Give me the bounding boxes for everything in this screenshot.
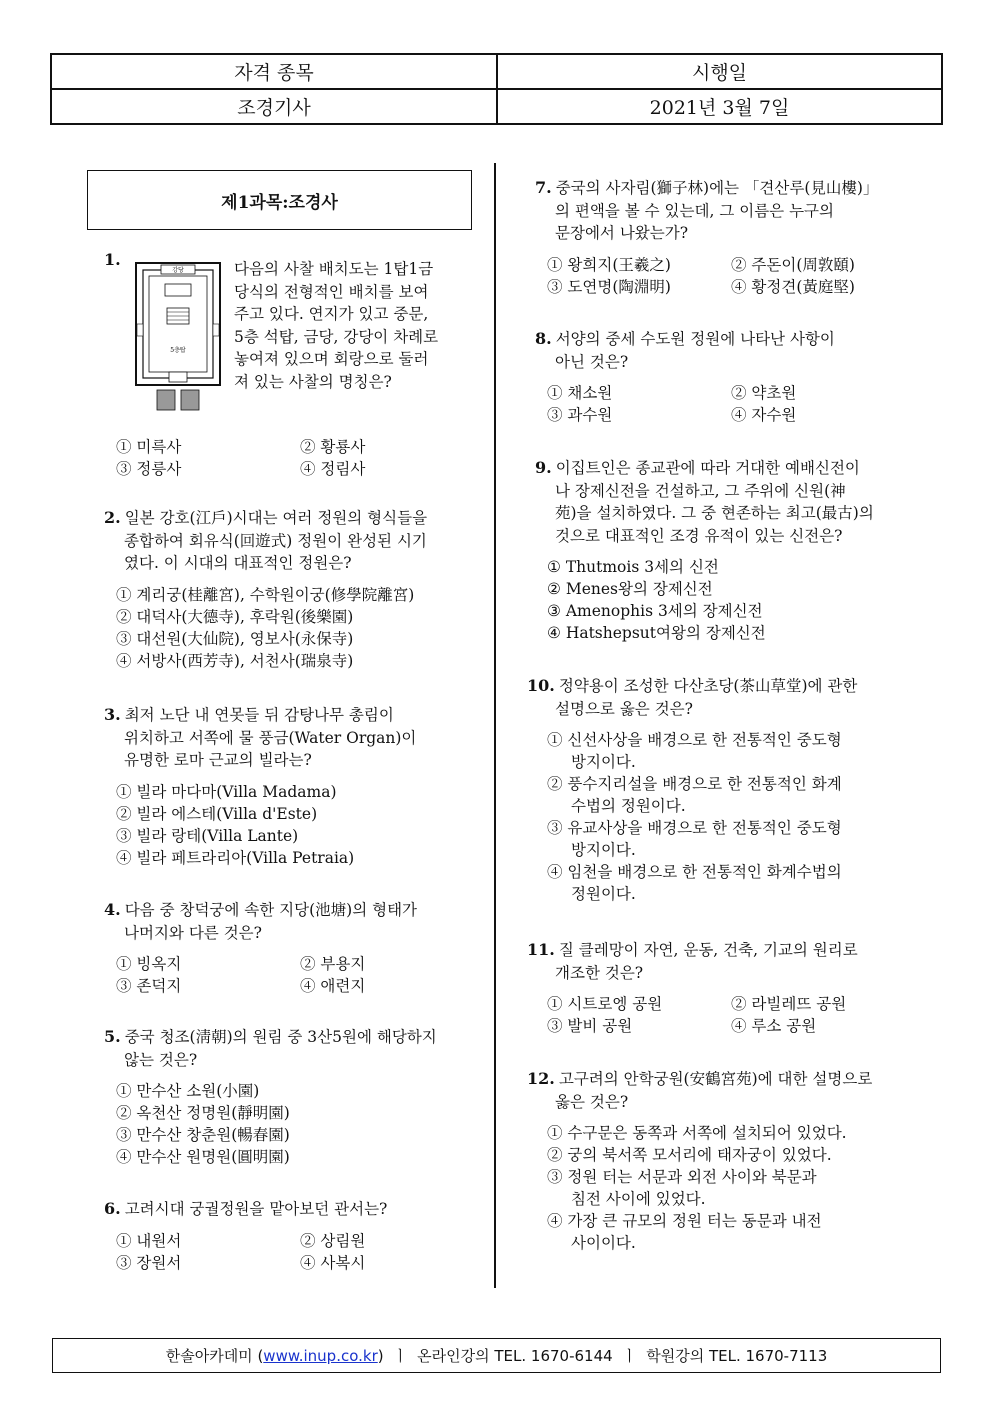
option[interactable]: ③ 과수원 <box>547 406 613 424</box>
option-line: 침전 사이에 있었다. <box>571 1190 706 1208</box>
hall-label: 강당 <box>172 267 184 274</box>
option-line: ① 수구문은 동쪽과 서쪽에 설치되어 있었다. <box>547 1124 847 1142</box>
question-number: 12. <box>527 1069 555 1088</box>
option[interactable]: ① 왕희지(王羲之) <box>547 255 671 274</box>
option[interactable] <box>547 817 917 861</box>
footer-link[interactable]: www.inup.co.kr <box>263 1346 378 1365</box>
pagoda-label: 5층탑 <box>170 347 186 354</box>
question-text: 종합하여 회유식(回遊式) 정원이 완성된 시기 <box>124 531 427 550</box>
question-number: 9. <box>535 458 552 477</box>
question-text: 옳은 것은? <box>555 1092 629 1111</box>
option[interactable]: ④ 루소 공원 <box>731 1017 817 1035</box>
question-number: 6. <box>104 1199 121 1218</box>
option[interactable] <box>547 729 917 773</box>
question-text: 고구려의 안학궁원(安鶴宮苑)에 대한 설명으로 <box>558 1070 873 1088</box>
question-1-text <box>234 258 474 393</box>
option[interactable]: ④ 애련지 <box>300 977 366 995</box>
option[interactable]: ③ 정릉사 <box>116 460 182 478</box>
option[interactable]: ② 빌라 에스테(Villa d'Este) <box>116 804 318 823</box>
text-line: 져 있는 사찰의 명칭은? <box>234 372 392 391</box>
question-text: 최저 노단 내 연못들 뒤 감탕나무 총림이 <box>124 706 394 724</box>
option[interactable]: ① 내원서 <box>116 1231 182 1250</box>
option-line: ① 신선사상을 배경으로 한 전통적인 중도형 <box>547 731 842 749</box>
option-line: ④ 임천을 배경으로 한 전통적인 화계수법의 <box>547 863 842 881</box>
question-text: 나머지와 다른 것은? <box>124 923 262 942</box>
option[interactable]: ③ 존덕지 <box>116 977 182 995</box>
question-text: 않는 것은? <box>124 1050 198 1069</box>
option[interactable] <box>547 773 917 817</box>
question-text: 고려시대 궁궐정원을 맡아보던 관서는? <box>124 1200 388 1218</box>
option[interactable]: ③ 빌라 랑테(Villa Lante) <box>116 826 299 845</box>
option[interactable]: ③ 만수산 창춘원(暢春園) <box>116 1126 290 1144</box>
question-number: 11. <box>527 940 555 959</box>
question-number: 1. <box>104 250 121 269</box>
question-text: 아닌 것은? <box>555 352 629 371</box>
option[interactable] <box>547 1122 917 1144</box>
footer <box>52 1338 941 1373</box>
question-number: 7. <box>535 178 552 197</box>
option[interactable]: ④ 사복시 <box>300 1253 366 1272</box>
option[interactable] <box>547 861 917 905</box>
header-col2-label: 시행일 <box>497 54 942 89</box>
question-text: 위치하고 서쪽에 물 풍금(Water Organ)이 <box>124 728 417 747</box>
option-line: 사이이다. <box>571 1234 636 1252</box>
question-text: 것으로 대표적인 조경 유적이 있는 신전은? <box>555 526 843 545</box>
question-text: 중국의 사자림(獅子林)에는 「견산루(見山樓)」 <box>555 179 879 197</box>
option-line: ③ 유교사상을 배경으로 한 전통적인 중도형 <box>547 819 842 837</box>
option[interactable] <box>547 1166 917 1210</box>
option[interactable]: ① Thutmois 3세의 신전 <box>547 558 719 576</box>
option[interactable]: ④ 황정견(黃庭堅) <box>731 277 855 296</box>
question-5 <box>104 1026 484 1168</box>
question-8 <box>535 328 915 426</box>
option[interactable]: ④ 정림사 <box>300 460 366 478</box>
question-number: 5. <box>104 1027 121 1046</box>
option[interactable]: ② 대덕사(大德寺), 후락원(後樂園) <box>116 607 354 626</box>
question-2 <box>104 507 484 672</box>
option-line: ② 궁의 북서쪽 모서리에 태자궁이 있었다. <box>547 1146 832 1164</box>
question-9 <box>535 457 915 644</box>
subject-title: 제1과목:조경사 <box>87 170 472 230</box>
question-number: 4. <box>104 900 121 919</box>
option[interactable]: ① 빙옥지 <box>116 955 182 973</box>
option[interactable]: ④ Hatshepsut여왕의 장제신전 <box>547 624 766 642</box>
question-4 <box>104 899 484 997</box>
header-table <box>50 53 943 125</box>
text-line: 당식의 전형적인 배치를 보여 <box>234 282 429 301</box>
option[interactable] <box>547 1144 917 1166</box>
question-10 <box>527 675 917 905</box>
option-line: ④ 가장 큰 규모의 정원 터는 동문과 내전 <box>547 1212 822 1230</box>
question-1 <box>104 250 125 269</box>
option[interactable]: ③ 발비 공원 <box>547 1017 633 1035</box>
option[interactable]: ② 주돈이(周敦頤) <box>731 255 855 274</box>
option[interactable]: ① 계리궁(桂離宮), 수학원이궁(修學院離宮) <box>116 585 415 604</box>
option[interactable]: ② Menes왕의 장제신전 <box>547 580 713 598</box>
exam-name: 조경기사 <box>51 89 497 124</box>
text-line: 놓여져 있으며 회랑으로 둘러 <box>234 350 429 368</box>
option[interactable]: ② 라빌레뜨 공원 <box>731 995 847 1013</box>
question-12 <box>527 1068 917 1254</box>
question-number: 2. <box>104 508 121 527</box>
option[interactable]: ③ 도연명(陶淵明) <box>547 277 671 296</box>
question-text: 였다. 이 시대의 대표적인 정원은? <box>124 554 352 572</box>
question-text: 유명한 로마 근교의 빌라는? <box>124 751 312 769</box>
question-text: 문장에서 나왔는가? <box>555 224 689 242</box>
text-line: 다음의 사찰 배치도는 1탑1금 <box>234 260 434 278</box>
text-line: 5층 석탑, 금당, 강당이 차례로 <box>234 327 439 346</box>
option[interactable]: ③ Amenophis 3세의 장제신전 <box>547 602 763 620</box>
question-text: 苑)을 설치하였다. 그 중 현존하는 최고(最古)의 <box>555 504 874 522</box>
option-line: ③ 정원 터는 서문과 외전 사이와 북문과 <box>547 1168 817 1186</box>
option-line: 방지이다. <box>571 753 636 771</box>
text-line: 주고 있다. 연지가 있고 중문, <box>234 305 429 323</box>
option-line: 수법의 정원이다. <box>571 797 686 815</box>
question-text: 일본 강호(江戶)시대는 여러 정원의 형식들을 <box>124 509 428 527</box>
footer-contact: ) ㅣ 온라인강의 TEL. 1670-6144 ㅣ 학원강의 TEL. 1670-7113 <box>377 1347 828 1365</box>
column-divider <box>494 163 496 1288</box>
question-text: 나 장제신전을 건설하고, 그 주위에 신원(神 <box>555 481 846 500</box>
header-col1-label: 자격 종목 <box>51 54 497 89</box>
option[interactable]: ① 미륵사 <box>116 438 182 456</box>
footer-org: 한솔아카데미 ( <box>165 1347 264 1365</box>
question-number: 10. <box>527 676 555 695</box>
question-text: 중국 청조(淸朝)의 원림 중 3산5원에 해당하지 <box>124 1028 437 1046</box>
option[interactable]: ② 약초원 <box>731 384 797 402</box>
option[interactable]: ④ 빌라 페트라리아(Villa Petraia) <box>116 848 355 867</box>
option[interactable]: ② 옥천산 정명원(靜明園) <box>116 1104 290 1122</box>
question-number: 8. <box>535 329 552 348</box>
question-text: 의 편액을 볼 수 있는데, 그 이름은 누구의 <box>555 201 834 220</box>
option-line: 방지이다. <box>571 841 636 859</box>
option[interactable]: ① 시트로엥 공원 <box>547 995 663 1013</box>
option-line: 정원이다. <box>571 885 636 903</box>
option[interactable]: ④ 자수원 <box>731 406 797 424</box>
question-6 <box>104 1198 484 1274</box>
question-text: 설명으로 옳은 것은? <box>555 699 693 718</box>
option[interactable]: ② 부용지 <box>300 955 366 973</box>
question-text: 다음 중 창덕궁에 속한 지당(池塘)의 형태가 <box>124 901 418 919</box>
question-text: 서양의 중세 수도원 정원에 나타난 사항이 <box>555 330 835 348</box>
question-text: 이집트인은 종교관에 따라 거대한 예배신전이 <box>555 459 860 477</box>
option[interactable]: ③ 대선원(大仙院), 영보사(永保寺) <box>116 629 354 648</box>
exam-date: 2021년 3월 7일 <box>497 89 942 124</box>
temple-layout-diagram <box>135 262 221 412</box>
option[interactable]: ① 만수산 소원(小園) <box>116 1082 260 1100</box>
option-line: ② 풍수지리설을 배경으로 한 전통적인 화계 <box>547 775 842 793</box>
option[interactable]: ④ 만수산 원명원(圓明園) <box>116 1148 290 1166</box>
question-3 <box>104 704 484 869</box>
question-number: 3. <box>104 705 121 724</box>
question-text: 정약용이 조성한 다산초당(茶山草堂)에 관한 <box>558 677 858 695</box>
option[interactable]: ② 상림원 <box>300 1231 366 1250</box>
option[interactable] <box>547 1210 917 1254</box>
option[interactable]: ③ 장원서 <box>116 1253 182 1272</box>
option[interactable]: ② 황룡사 <box>300 438 366 456</box>
option[interactable]: ① 빌라 마다마(Villa Madama) <box>116 782 337 801</box>
question-11 <box>527 939 917 1037</box>
option[interactable]: ④ 서방사(西芳寺), 서천사(瑞泉寺) <box>116 651 354 670</box>
question-text: 개조한 것은? <box>555 963 644 982</box>
question-1-options <box>104 436 484 480</box>
question-text: 질 클레망이 자연, 운동, 건축, 기교의 원리로 <box>558 941 858 959</box>
option[interactable]: ① 채소원 <box>547 384 613 402</box>
question-7 <box>535 177 915 298</box>
